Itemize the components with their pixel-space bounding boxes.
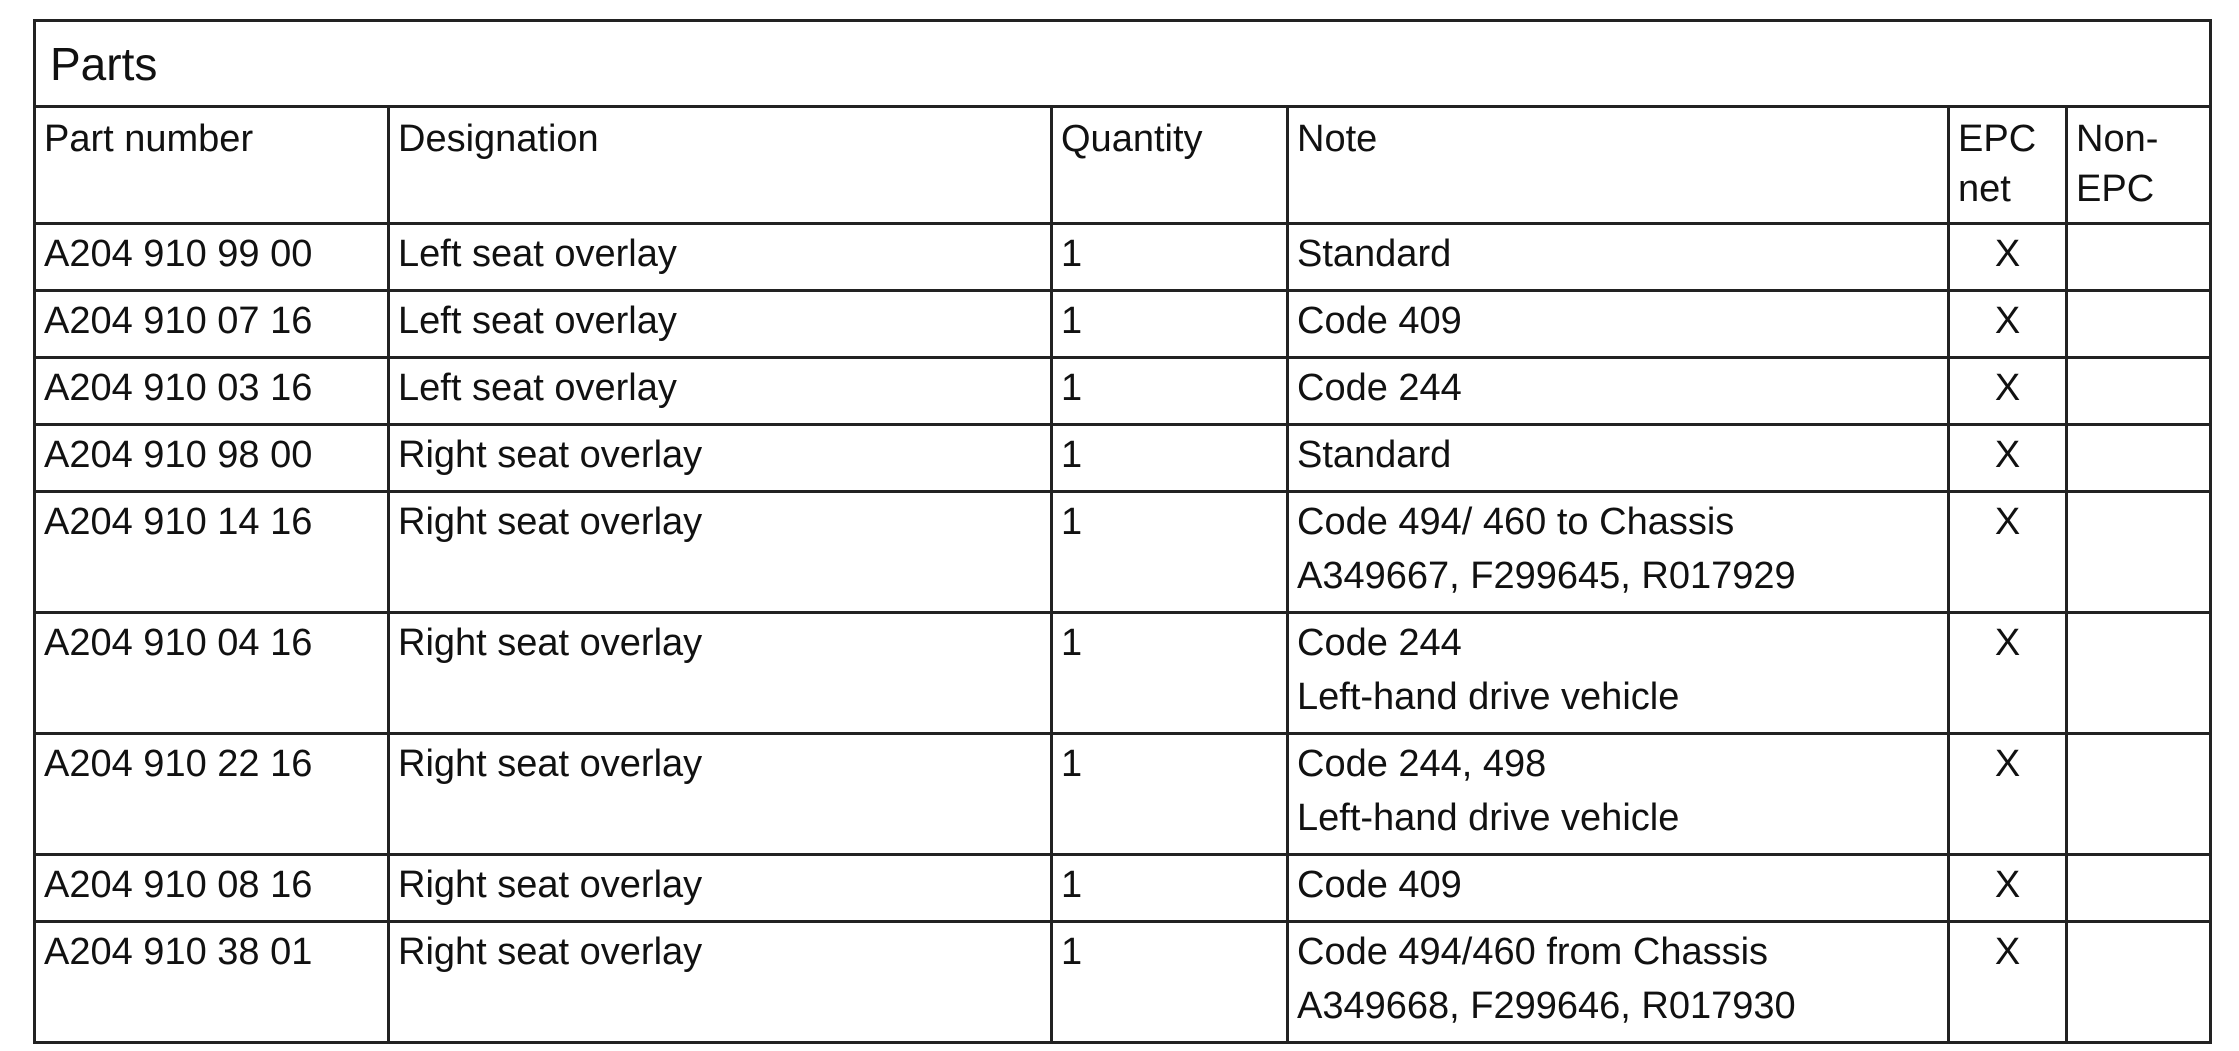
- cell-quantity: 1: [1052, 291, 1288, 358]
- cell-non-epc: [2067, 734, 2211, 855]
- cell-designation: Left seat overlay: [389, 291, 1052, 358]
- cell-part-number: A204 910 08 16: [35, 855, 389, 922]
- note-line: Standard: [1297, 434, 1452, 476]
- cell-epc-net: X: [1949, 291, 2067, 358]
- cell-note: [1288, 492, 1949, 613]
- table-row: [35, 855, 2211, 922]
- header-non-epc: Non-EPC: [2067, 107, 2211, 224]
- table-title: Parts: [35, 21, 2211, 107]
- cell-part-number: A204 910 07 16: [35, 291, 389, 358]
- cell-designation: Right seat overlay: [389, 613, 1052, 734]
- table-row: [35, 224, 2211, 291]
- parts-table: [33, 19, 2212, 1044]
- cell-part-number: A204 910 04 16: [35, 613, 389, 734]
- cell-note: [1288, 855, 1949, 922]
- cell-note: [1288, 291, 1949, 358]
- table-row: [35, 358, 2211, 425]
- header-epc-net: EPC net: [1949, 107, 2067, 224]
- table-title-row: [35, 21, 2211, 107]
- cell-epc-net: X: [1949, 492, 2067, 613]
- cell-non-epc: [2067, 224, 2211, 291]
- cell-quantity: 1: [1052, 425, 1288, 492]
- header-designation: Designation: [389, 107, 1052, 224]
- header-note: Note: [1288, 107, 1949, 224]
- table-row: [35, 492, 2211, 613]
- cell-designation: Right seat overlay: [389, 734, 1052, 855]
- cell-designation: Right seat overlay: [389, 425, 1052, 492]
- table-row: [35, 613, 2211, 734]
- table-row: [35, 922, 2211, 1043]
- cell-non-epc: [2067, 855, 2211, 922]
- note-line: Code 244: [1297, 367, 1462, 409]
- cell-epc-net: X: [1949, 734, 2067, 855]
- cell-designation: Right seat overlay: [389, 492, 1052, 613]
- table-body: [35, 224, 2211, 1043]
- cell-quantity: 1: [1052, 358, 1288, 425]
- cell-part-number: A204 910 98 00: [35, 425, 389, 492]
- cell-part-number: A204 910 03 16: [35, 358, 389, 425]
- header-quantity: Quantity: [1052, 107, 1288, 224]
- cell-non-epc: [2067, 358, 2211, 425]
- cell-quantity: 1: [1052, 492, 1288, 613]
- cell-epc-net: X: [1949, 224, 2067, 291]
- note-line: Left-hand drive vehicle: [1297, 676, 1680, 718]
- cell-designation: Right seat overlay: [389, 922, 1052, 1043]
- cell-quantity: 1: [1052, 734, 1288, 855]
- cell-non-epc: [2067, 492, 2211, 613]
- cell-note: [1288, 613, 1949, 734]
- cell-epc-net: X: [1949, 613, 2067, 734]
- cell-note: [1288, 922, 1949, 1043]
- note-line: Standard: [1297, 233, 1452, 275]
- cell-epc-net: X: [1949, 358, 2067, 425]
- table-row: [35, 291, 2211, 358]
- cell-note: [1288, 224, 1949, 291]
- header-part-number: Part number: [35, 107, 389, 224]
- cell-part-number: A204 910 99 00: [35, 224, 389, 291]
- table-row: [35, 734, 2211, 855]
- table-row: [35, 425, 2211, 492]
- note-line: Code 494/460 from Chassis: [1297, 931, 1769, 973]
- note-line: Code 409: [1297, 864, 1462, 906]
- note-line: Code 494/ 460 to Chassis: [1297, 501, 1735, 543]
- table-header-row: [35, 107, 2211, 224]
- cell-note: [1288, 734, 1949, 855]
- cell-designation: Left seat overlay: [389, 224, 1052, 291]
- note-line: Left-hand drive vehicle: [1297, 797, 1680, 839]
- cell-quantity: 1: [1052, 855, 1288, 922]
- note-line: A349668, F299646, R017930: [1297, 985, 1796, 1027]
- cell-designation: Right seat overlay: [389, 855, 1052, 922]
- cell-part-number: A204 910 22 16: [35, 734, 389, 855]
- cell-epc-net: X: [1949, 922, 2067, 1043]
- cell-designation: Left seat overlay: [389, 358, 1052, 425]
- cell-note: [1288, 358, 1949, 425]
- cell-note: [1288, 425, 1949, 492]
- cell-part-number: A204 910 14 16: [35, 492, 389, 613]
- cell-epc-net: X: [1949, 855, 2067, 922]
- cell-quantity: 1: [1052, 922, 1288, 1043]
- cell-non-epc: [2067, 291, 2211, 358]
- cell-non-epc: [2067, 425, 2211, 492]
- note-line: Code 244: [1297, 622, 1462, 664]
- cell-quantity: 1: [1052, 224, 1288, 291]
- cell-non-epc: [2067, 922, 2211, 1043]
- cell-quantity: 1: [1052, 613, 1288, 734]
- cell-epc-net: X: [1949, 425, 2067, 492]
- note-line: Code 244, 498: [1297, 743, 1547, 785]
- cell-part-number: A204 910 38 01: [35, 922, 389, 1043]
- note-line: A349667, F299645, R017929: [1297, 555, 1796, 597]
- note-line: Code 409: [1297, 300, 1462, 342]
- cell-non-epc: [2067, 613, 2211, 734]
